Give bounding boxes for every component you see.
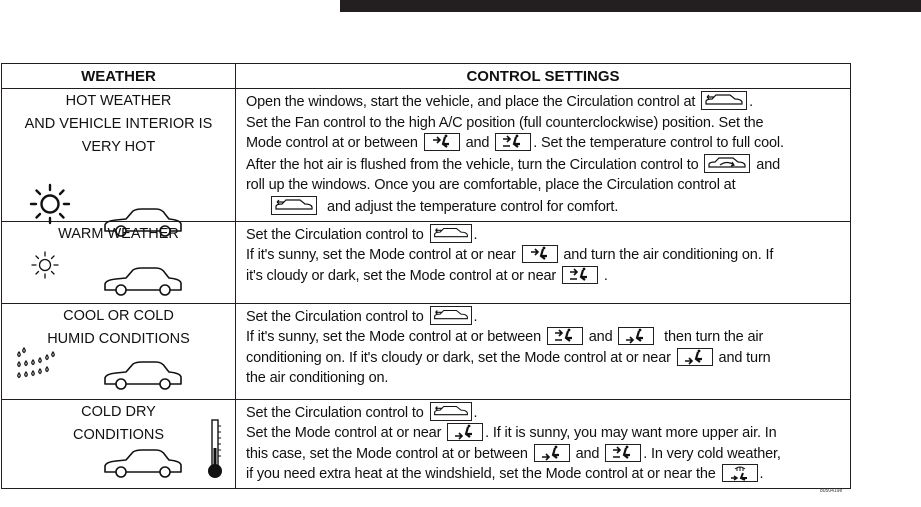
table-row	[2, 89, 851, 222]
bilevel-mode-icon	[495, 133, 531, 151]
panel-mode-icon	[424, 133, 460, 151]
text-run: Set the Circulation control to	[246, 226, 428, 243]
floor-mode-icon	[677, 348, 713, 366]
text-line	[246, 306, 844, 328]
floor-mode-icon	[447, 423, 483, 441]
text-run: and	[752, 156, 781, 173]
text-line	[246, 224, 844, 246]
floor-defrost-mode-icon	[722, 464, 758, 482]
weather-line: HUMID CONDITIONS	[47, 330, 190, 347]
text-run: .	[599, 267, 608, 284]
car-icon	[102, 448, 184, 485]
text-line	[246, 154, 844, 176]
control-settings-header: CONTROL SETTINGS	[236, 64, 851, 89]
control-cell	[236, 89, 851, 222]
weather-title	[2, 89, 235, 159]
text-line: roll up the windows. Once you are comfortable, place the Circulation control at	[246, 177, 736, 194]
weather-line: WARM WEATHER	[58, 225, 179, 242]
bilevel-mode-icon	[605, 444, 641, 462]
control-cell	[236, 399, 851, 488]
text-line	[246, 348, 844, 369]
text-run: After the hot air is flushed from the vehicle, turn the Circulation control to	[246, 156, 703, 173]
text-run: If it's sunny, set the Mode control at or near	[246, 247, 520, 264]
text-run: and turn the air conditioning on. If	[559, 247, 774, 264]
weather-line: CONDITIONS	[72, 426, 165, 443]
control-cell	[236, 303, 851, 399]
weather-line: COLD DRY	[81, 403, 156, 420]
text-line	[246, 133, 844, 154]
text-line	[246, 266, 844, 287]
floor-mode-icon	[618, 327, 654, 345]
text-run: Set the Circulation control to	[246, 404, 428, 421]
recirculation-icon	[704, 154, 750, 173]
text-run: Set the Circulation control to	[246, 308, 428, 325]
raindrops-icon	[14, 344, 62, 395]
text-run: and adjust the temperature control for comfort.	[319, 198, 619, 215]
text-run: .	[473, 404, 478, 421]
thermometer-icon	[206, 418, 224, 485]
text-line	[246, 444, 844, 465]
text-run: conditioning on. If it's cloudy or dark, set the Mode control at or near	[246, 349, 675, 366]
panel-mode-icon	[522, 245, 558, 263]
weather-cell	[2, 221, 236, 303]
text-run: Open the windows, start the vehicle, and place the Circulation control at	[246, 94, 700, 110]
top-bar	[340, 0, 921, 12]
weather-title	[2, 400, 235, 447]
text-run: and	[584, 329, 617, 346]
text-line	[246, 91, 844, 113]
text-line	[246, 402, 844, 424]
table-row	[2, 399, 851, 488]
weather-cell	[2, 89, 236, 222]
bilevel-mode-icon	[562, 266, 598, 284]
text-line	[246, 327, 844, 348]
text-line: the air conditioning on.	[246, 370, 389, 387]
text-run: .	[473, 308, 478, 325]
text-line	[246, 423, 844, 444]
car-icon	[102, 360, 184, 397]
bilevel-mode-icon	[547, 327, 583, 345]
text-line	[246, 245, 844, 266]
outside-air-icon	[430, 306, 472, 325]
weather-line: AND VEHICLE INTERIOR IS	[24, 116, 213, 132]
table-row	[2, 303, 851, 399]
text-run: Mode control at or between	[246, 135, 422, 152]
outside-air-icon	[430, 402, 472, 421]
outside-air-icon	[271, 196, 317, 215]
header-row	[2, 64, 851, 89]
control-cell	[236, 221, 851, 303]
text-run: If it's sunny, set the Mode control at or between	[246, 329, 545, 346]
text-run: . In very cold weather,	[643, 445, 781, 462]
weather-line: COOL OR COLD	[63, 307, 174, 324]
text-run: this case, set the Mode control at or between	[246, 445, 532, 462]
text-run: .	[749, 94, 754, 110]
figure-code: 8050419e	[820, 488, 843, 494]
text-run: and turn	[714, 349, 771, 366]
text-run	[246, 199, 269, 215]
weather-line: HOT WEATHER	[65, 93, 172, 109]
text-line	[246, 196, 844, 218]
table-row	[2, 221, 851, 303]
weather-line: VERY HOT	[81, 139, 156, 155]
text-run: Set the Mode control at or near	[246, 425, 446, 442]
text-run: if you need extra heat at the windshield, set the Mode control at or near the	[246, 466, 720, 483]
climate-settings-table	[1, 63, 851, 489]
car-icon	[102, 266, 184, 303]
outside-air-icon	[430, 224, 472, 243]
text-line	[246, 464, 844, 485]
text-run: . If it is sunny, you may want more upper air. In	[485, 425, 777, 442]
weather-cell	[2, 303, 236, 399]
outside-air-icon	[701, 91, 747, 110]
sun-icon	[30, 250, 60, 285]
text-run: and	[461, 135, 494, 152]
text-run: and	[571, 445, 604, 462]
text-run: .	[759, 466, 764, 483]
weather-title	[2, 222, 235, 246]
text-run: then turn the air	[656, 329, 764, 346]
text-run: .	[473, 226, 478, 243]
text-run: . Set the temperature control to full cool.	[533, 135, 784, 152]
text-line: Set the Fan control to the high A/C position (full counterclockwise) position. Set the	[246, 114, 764, 131]
weather-cell	[2, 399, 236, 488]
floor-mode-icon	[534, 444, 570, 462]
weather-header: WEATHER	[2, 64, 236, 89]
text-run: it's cloudy or dark, set the Mode control at or near	[246, 267, 560, 284]
